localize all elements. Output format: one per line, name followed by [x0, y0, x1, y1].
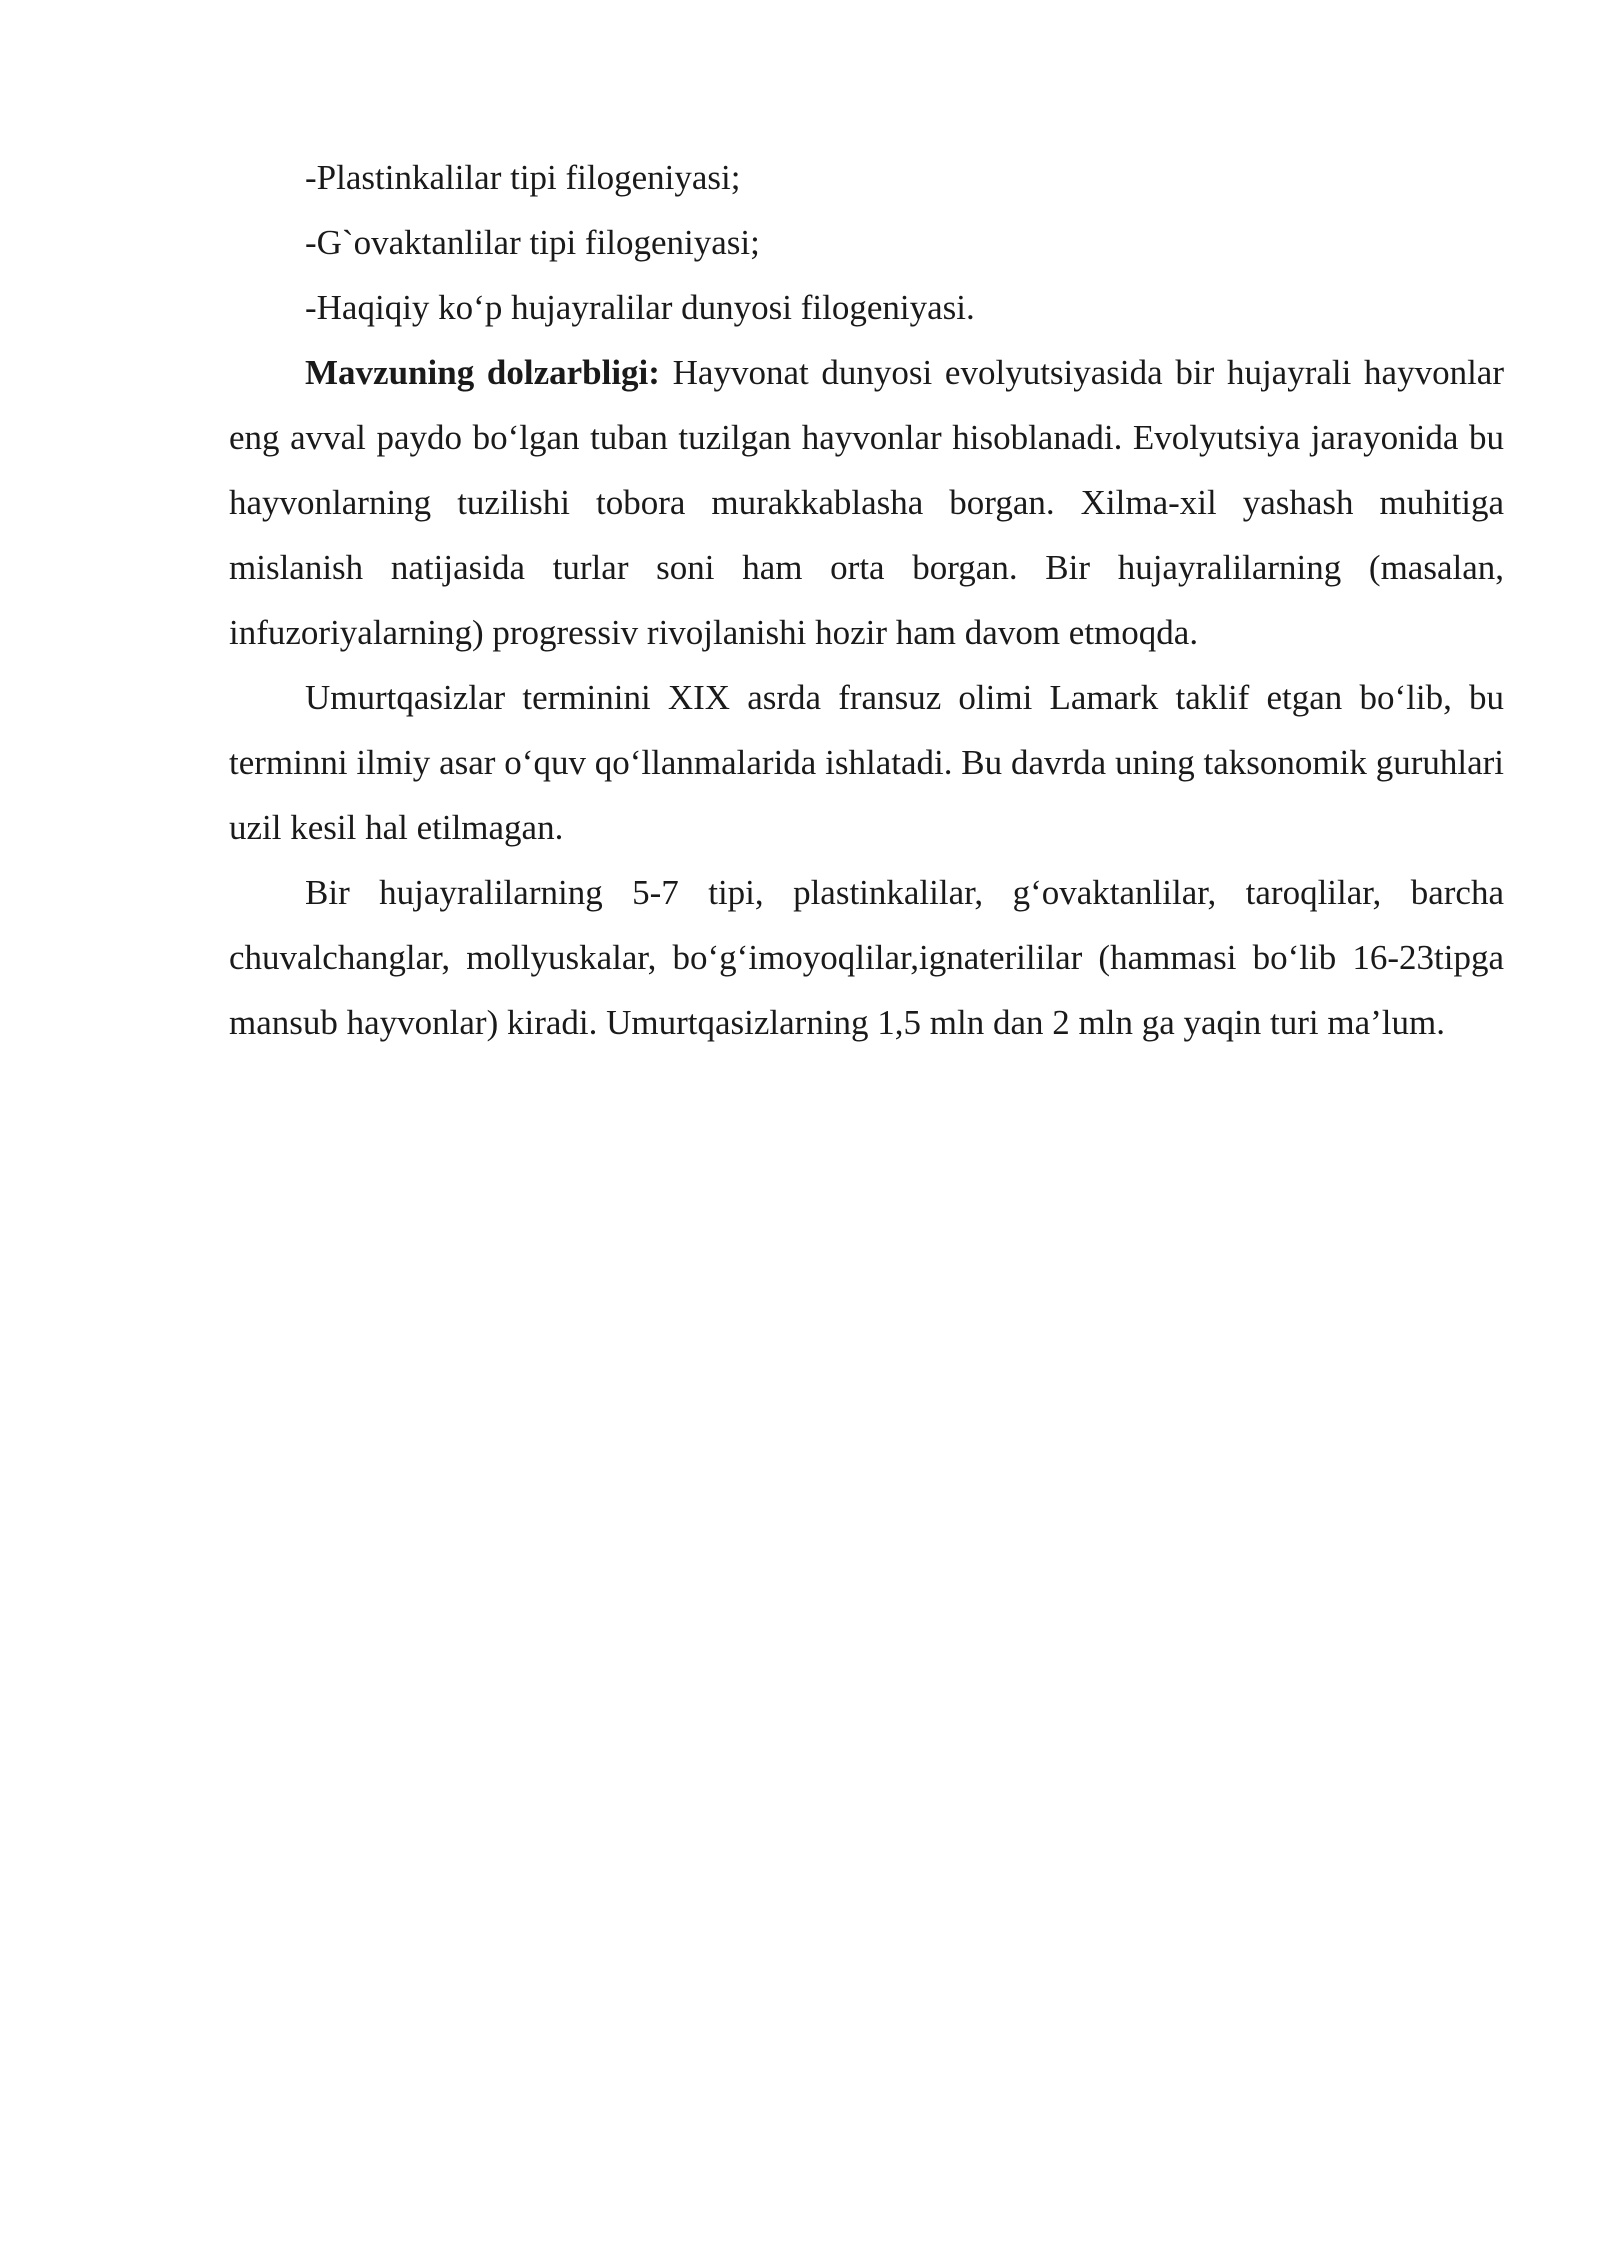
document-body — [229, 145, 1504, 1055]
paragraph-classification: Bir hujayralilarning 5-7 tipi, plastinkalilar, g‘ovaktanlilar, taroqlilar, barcha chuvalchanglar, mollyuskalar, bo‘g‘imoyoqlilar,ignaterililar (hammasi bo‘lib 16-23tipga mansub hayvonlar) kiradi. Umurtqasizlarning 1,5 mln dan 2 mln ga yaqin turi ma’lum. — [229, 873, 1504, 1042]
paragraph-terminology: Umurtqasizlar terminini XIX asrda fransuz olimi Lamark taklif etgan bo‘lib, bu terminni ilmiy asar o‘quv qo‘llanmalarida ishlatadi. Bu davrda uning taksonomik guruhlari uzil kesil hal etilmagan. — [229, 678, 1504, 847]
list-item: -Haqiqiy ko‘p hujayralilar dunyosi filogeniyasi. — [305, 288, 975, 327]
paragraph-relevance — [229, 340, 1504, 665]
list-item: -Plastinkalilar tipi filogeniyasi; — [305, 158, 741, 197]
list-item: -G`ovaktanlilar tipi filogeniyasi; — [305, 223, 760, 262]
paragraph-lead-heading: Mavzuning dolzarbligi: — [305, 353, 660, 392]
paragraph-relevance-text: Hayvonat dunyosi evolyutsiyasida bir hujayrali hayvonlar eng avval paydo bo‘lgan tuban tuzilgan hayvonlar hisoblanadi. Evolyutsiya jarayonida bu hayvonlarning tuzilishi tobora murakkablasha borgan. Xilma-xil yashash muhitiga mislanish natijasida turlar soni ham orta borgan. Bir hujayralilarning (masalan, infuzoriyalarning) progressiv rivojlanishi hozir ham davom etmoqda. — [229, 353, 1504, 652]
